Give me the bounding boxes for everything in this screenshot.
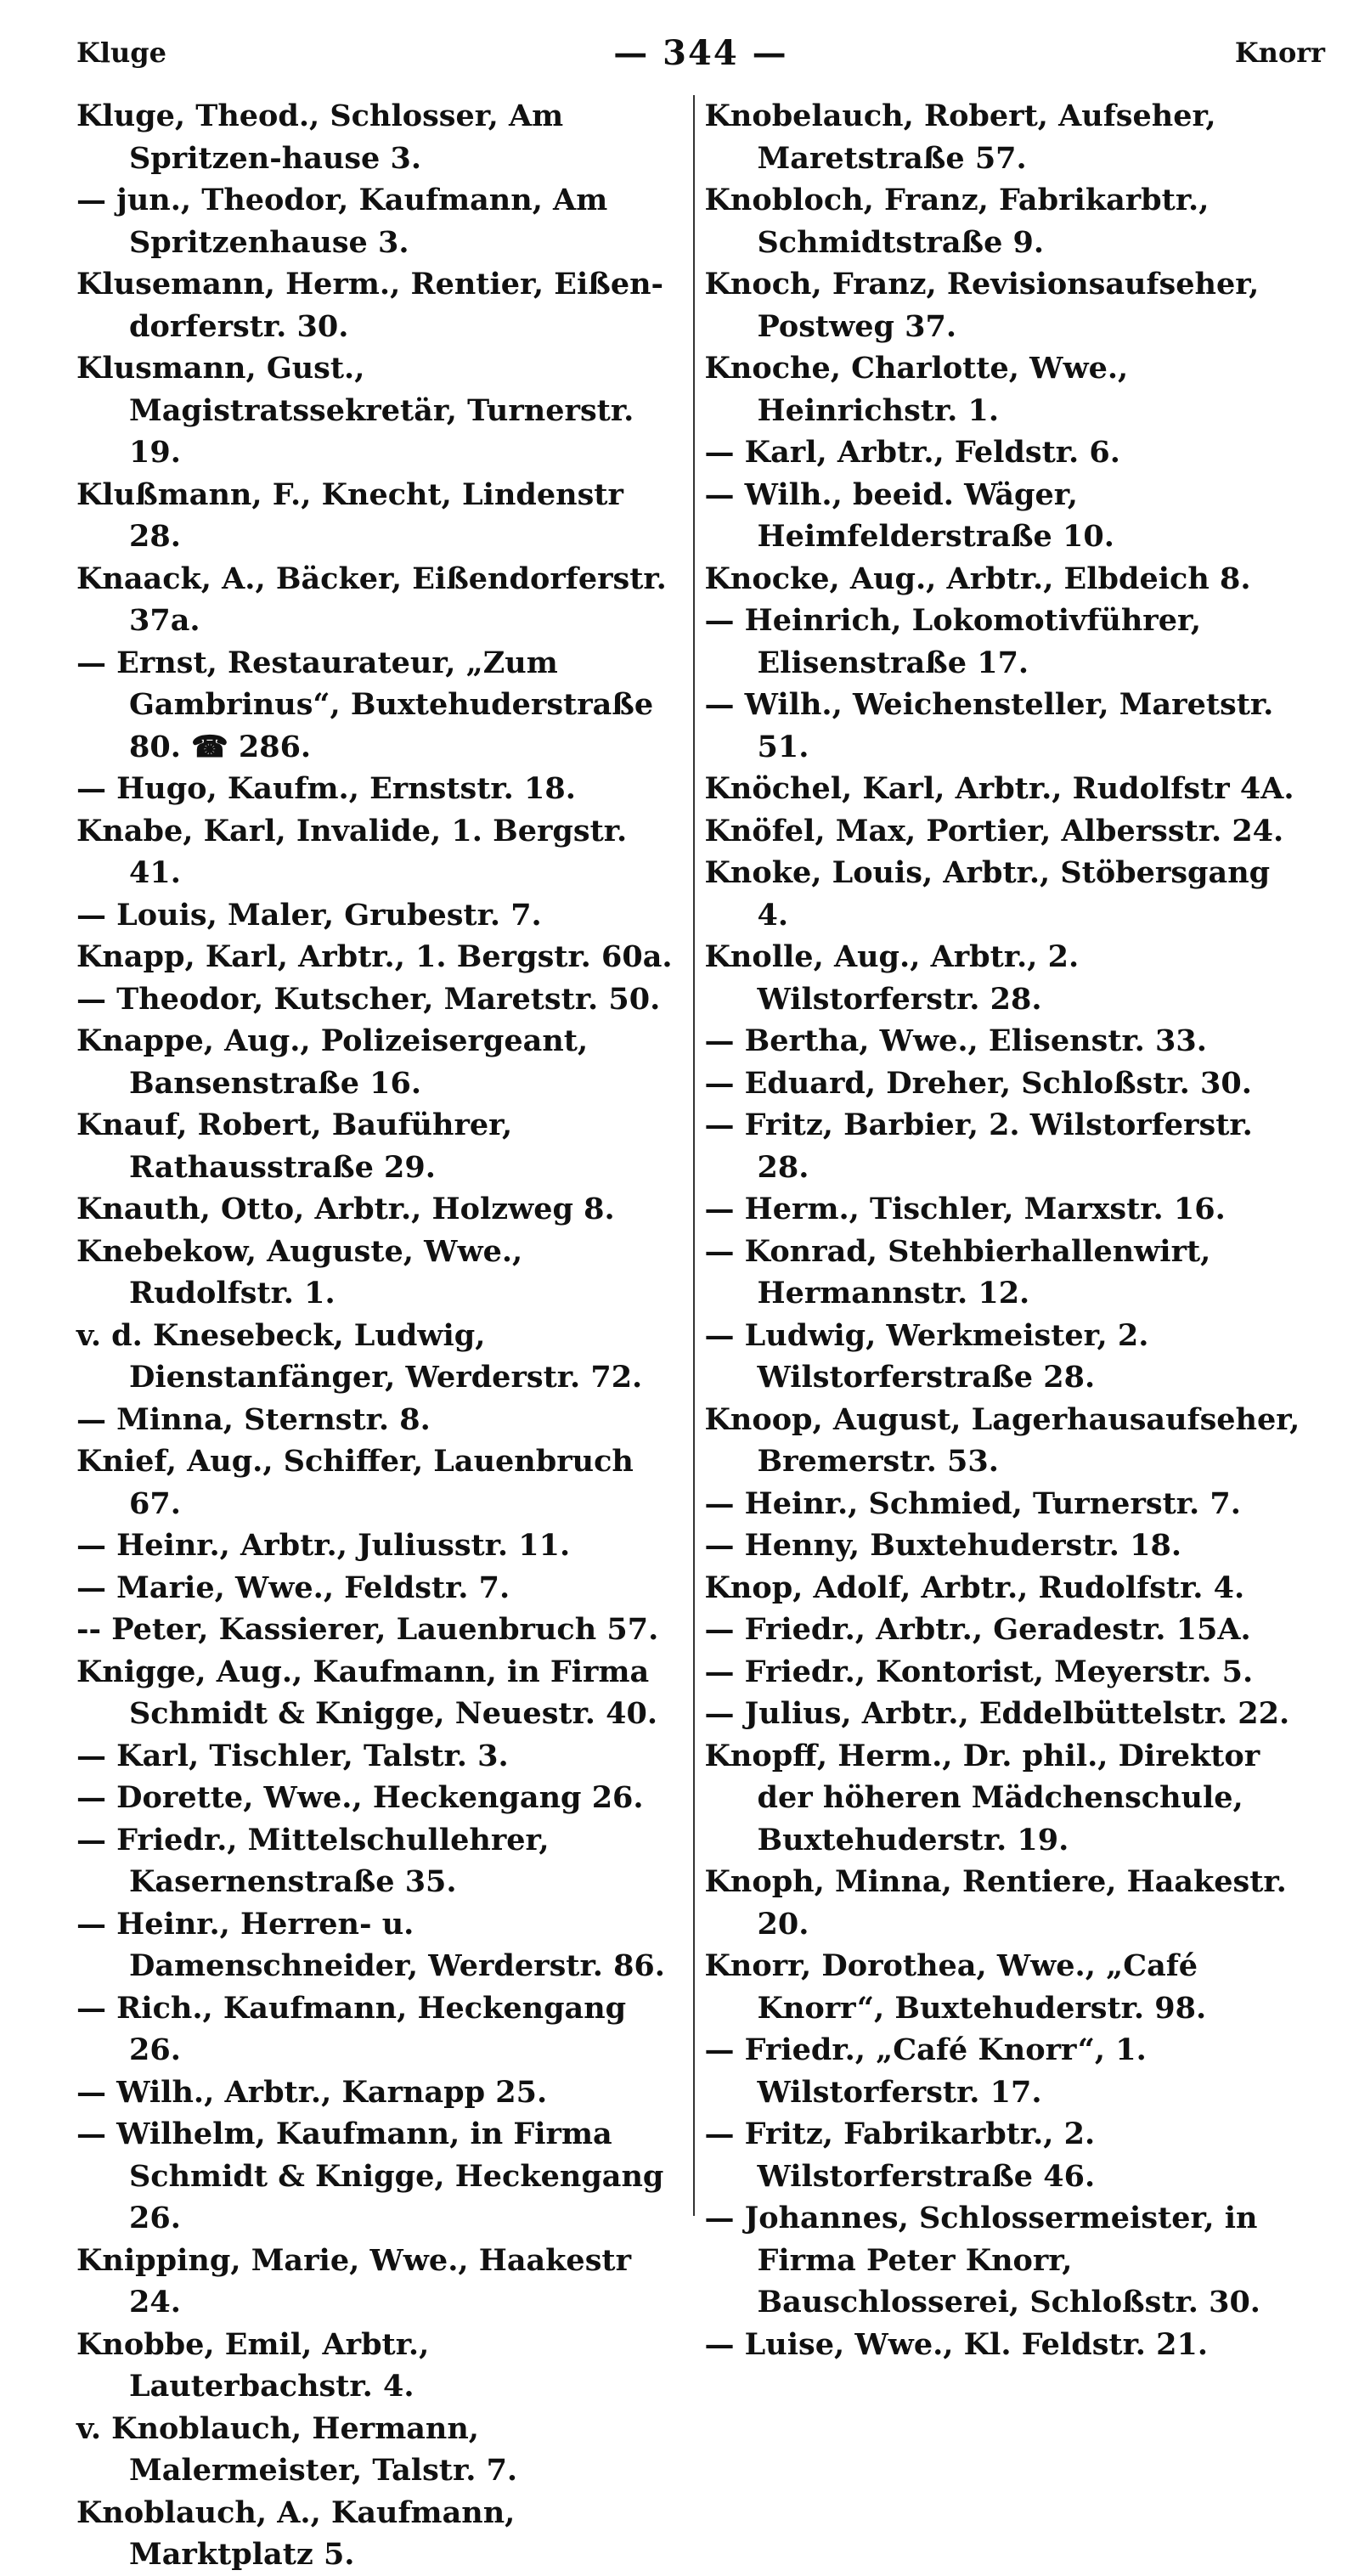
directory-entry: — Karl, Arbtr., Feldstr. 6.	[704, 435, 1120, 470]
directory-entry: — Bertha, Wwe., Elisenstr. 33.	[704, 1023, 1207, 1058]
directory-entry: Knoche, Charlotte, Wwe., Heinrichstr. 1.	[704, 351, 1129, 428]
directory-entry: Klußmann, F., Knecht, Lindenstr 28.	[76, 476, 623, 554]
directory-entry: — Henny, Buxtehuderstr. 18.	[704, 1528, 1182, 1563]
directory-entry: Knapp, Karl, Arbtr., 1. Bergstr. 60a.	[76, 939, 673, 974]
page-header	[76, 19, 1325, 87]
directory-entry: — Heinr., Arbtr., Juliusstr. 11.	[76, 1528, 571, 1563]
directory-entry: Knobbe, Emil, Arbtr., Lauterbachstr. 4.	[76, 2326, 430, 2404]
directory-entry: Knauf, Robert, Bauführer, Rathausstraße 29.	[76, 1108, 513, 1185]
directory-entry: — Heinr., Schmied, Turnerstr. 7.	[704, 1485, 1241, 1521]
directory-entry: — Wilhelm, Kaufmann, in Firma Schmidt & Knigge, Heckengang 26.	[76, 2117, 664, 2235]
directory-entry: — Friedr., Arbtr., Geradestr. 15A.	[704, 1612, 1251, 1647]
directory-entry: — Wilh., beeid. Wäger, Heimfelderstraße 10.	[704, 476, 1114, 554]
directory-entry: Knaack, A., Bäcker, Eißendorferstr. 37a.	[76, 561, 667, 638]
directory-entry: Klusemann, Herm., Rentier, Eißen-dorferstr. 30.	[76, 267, 664, 344]
directory-entry: — Eduard, Dreher, Schloßstr. 30.	[704, 1065, 1252, 1101]
directory-entry: — Dorette, Wwe., Heckengang 26.	[76, 1780, 644, 1815]
directory-entry: Knopff, Herm., Dr. phil., Direktor der höheren Mädchenschule, Buxtehuderstr. 19.	[704, 1738, 1260, 1857]
directory-entry: Knebekow, Auguste, Wwe., Rudolfstr. 1.	[76, 1233, 523, 1311]
directory-entry: — Julius, Arbtr., Eddelbüttelstr. 22.	[704, 1696, 1290, 1731]
directory-entry: Knocke, Aug., Arbtr., Elbdeich 8.	[704, 561, 1251, 596]
directory-entry: Knoch, Franz, Revisionsaufseher, Postweg 37.	[704, 267, 1260, 344]
directory-entry: — Ludwig, Werkmeister, 2. Wilstorferstraße 28.	[704, 1317, 1149, 1395]
directory-entry: — Herm., Tischler, Marxstr. 16.	[704, 1192, 1226, 1226]
directory-entry: Knoke, Louis, Arbtr., Stöbersgang 4.	[704, 855, 1271, 933]
directory-entry: — Friedr., Mittelschullehrer, Kasernenstraße 35.	[76, 1822, 550, 1899]
header-left-keyword: Kluge	[76, 37, 166, 69]
directory-entry: — Wilh., Arbtr., Karnapp 25.	[76, 2074, 548, 2110]
directory-entry: Knappe, Aug., Polizeisergeant, Bansenstraße 16.	[76, 1023, 589, 1101]
directory-entry: — Hugo, Kaufm., Ernststr. 18.	[76, 771, 576, 806]
directory-entry: Knauth, Otto, Arbtr., Holzweg 8.	[76, 1192, 615, 1226]
directory-entry: v. d. Knesebeck, Ludwig, Dienstanfänger, Werderstr. 72.	[76, 1317, 643, 1395]
directory-entry: — Johannes, Schlossermeister, in Firma Peter Knorr, Bauschlosserei, Schloßstr. 30.	[704, 2201, 1260, 2320]
directory-entry: — jun., Theodor, Kaufmann, Am Spritzenhause 3.	[76, 183, 608, 260]
directory-entry: Knoph, Minna, Rentiere, Haakestr. 20.	[704, 1864, 1287, 1942]
directory-entry: Knabe, Karl, Invalide, 1. Bergstr. 41.	[76, 813, 628, 890]
directory-entry: Knipping, Marie, Wwe., Haakestr 24.	[76, 2242, 632, 2320]
directory-entry: — Rich., Kaufmann, Heckengang 26.	[76, 1990, 627, 2067]
directory-entry: — Theodor, Kutscher, Maretstr. 50.	[76, 981, 661, 1017]
directory-entry: Knolle, Aug., Arbtr., 2. Wilstorferstr. 28.	[704, 939, 1080, 1017]
directory-entry: — Luise, Wwe., Kl. Feldstr. 21.	[704, 2326, 1209, 2362]
directory-entry: — Marie, Wwe., Feldstr. 7.	[76, 1570, 510, 1605]
directory-entry: Knobelauch, Robert, Aufseher, Maretstraße 57.	[704, 99, 1216, 176]
directory-entry: — Louis, Maler, Grubestr. 7.	[76, 897, 542, 933]
page-number: — 344 —	[613, 32, 788, 73]
directory-entry: — Friedr., „Café Knorr“, 1. Wilstorferstr. 17.	[704, 2032, 1147, 2110]
directory-entry: Knoop, August, Lagerhausaufseher, Bremerstr. 53.	[704, 1401, 1300, 1479]
directory-entry: Knorr, Dorothea, Wwe., „Café Knorr“, Buxtehuderstr. 98.	[704, 1948, 1207, 2026]
left-column	[66, 95, 695, 2572]
directory-entry: Knöfel, Max, Portier, Albersstr. 24.	[704, 813, 1284, 848]
directory-entry: Knobloch, Franz, Fabrikarbtr., Schmidtstraße 9.	[704, 183, 1210, 260]
directory-entry: Knigge, Aug., Kaufmann, in Firma Schmidt & Knigge, Neuestr. 40.	[76, 1654, 658, 1731]
directory-entry: — Fritz, Barbier, 2. Wilstorferstr. 28.	[704, 1108, 1253, 1185]
directory-entry: -- Peter, Kassierer, Lauenbruch 57.	[76, 1612, 659, 1647]
directory-entry: Knop, Adolf, Arbtr., Rudolfstr. 4.	[704, 1570, 1245, 1605]
directory-entry: Knief, Aug., Schiffer, Lauenbruch 67.	[76, 1444, 634, 1521]
directory-entry: — Ernst, Restaurateur, „Zum Gambrinus“, Buxtehuderstraße 80. ☎ 286.	[76, 645, 654, 764]
directory-entry: — Minna, Sternstr. 8.	[76, 1401, 431, 1437]
directory-columns	[66, 95, 1321, 2572]
directory-entry: — Karl, Tischler, Talstr. 3.	[76, 1738, 509, 1773]
right-column	[695, 95, 1322, 2362]
directory-entry: Knoblauch, A., Kaufmann, Marktplatz 5.	[76, 2494, 516, 2572]
directory-entry: — Konrad, Stehbierhallenwirt, Hermannstr. 12.	[704, 1233, 1211, 1311]
directory-entry: Knöchel, Karl, Arbtr., Rudolfstr 4A.	[704, 771, 1294, 806]
directory-entry: Kluge, Theod., Schlosser, Am Spritzen-hause 3.	[76, 99, 564, 176]
directory-entry: — Friedr., Kontorist, Meyerstr. 5.	[704, 1654, 1254, 1689]
directory-entry: — Fritz, Fabrikarbtr., 2. Wilstorferstraße 46.	[704, 2117, 1096, 2194]
directory-entry: — Heinrich, Lokomotivführer, Elisenstraße 17.	[704, 603, 1202, 680]
header-right-keyword: Knorr	[1234, 37, 1325, 69]
directory-entry: v. Knoblauch, Hermann, Malermeister, Talstr. 7.	[76, 2410, 518, 2488]
directory-entry: Klusmann, Gust., Magistratssekretär, Turnerstr. 19.	[76, 351, 634, 470]
directory-entry: — Heinr., Herren- u. Damenschneider, Werderstr. 86.	[76, 1906, 665, 1983]
directory-entry: — Wilh., Weichensteller, Maretstr. 51.	[704, 687, 1274, 764]
